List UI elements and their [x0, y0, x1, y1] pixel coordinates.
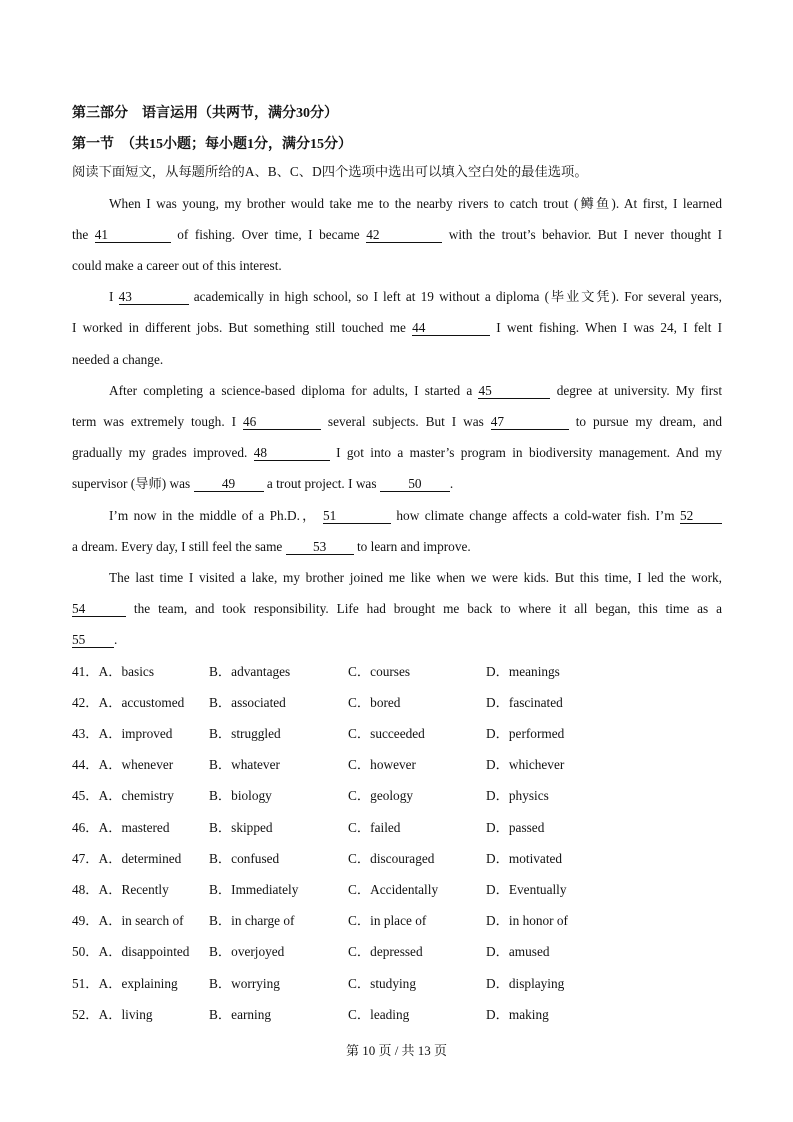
passage-line: I 43 academically in high school, so I left at 19 without a diploma (毕业文凭). For several years, — [109, 289, 723, 304]
blank-55: 55 — [72, 632, 114, 648]
question-52-options: 52．A．living B．earning C．leading D．making — [72, 1007, 549, 1022]
question-44-options: 44．A．whenever B．whatever C．however D．whichever — [72, 757, 565, 772]
subsection-title: 第一节 （共15小题；每小题1分，满分15分） — [72, 137, 352, 152]
blank-42: 42 — [366, 227, 442, 243]
passage-line: I worked in different jobs. But something still touched me 44 I went fishing. When I was 24, I felt I — [72, 320, 722, 335]
question-41-options: 41．A．basics B．advantages C．courses D．meanings — [72, 664, 560, 679]
blank-50: 50 — [380, 476, 450, 492]
passage-line: After completing a science-based diploma for adults, I started a 45 degree at university. My first — [109, 383, 723, 398]
question-45-options: 45．A．chemistry B．biology C．geology D．physics — [72, 788, 549, 803]
question-46-options: 46．A．mastered B．skipped C．failed D．passed — [72, 820, 545, 835]
question-47-options: 47．A．determined B．confused C．discouraged D．motivated — [72, 851, 563, 866]
blank-53: 53 — [286, 539, 354, 555]
passage-line: term was extremely tough. I 46 several subjects. But I was 47 to pursue my dream, and — [72, 414, 723, 429]
page-number-footer: 第 10 页 / 共 13 页 — [345, 1043, 448, 1058]
passage-line: gradually my grades improved. 48 I got into a master’s program in biodiversity management. And my — [72, 445, 723, 460]
passage-line: 54 the team, and took responsibility. Life had brought me back to where it all began, this time as a — [72, 601, 722, 616]
blank-44: 44 — [412, 320, 490, 336]
passage-line: the 41 of fishing. Over time, I became 42 with the trout’s behavior. But I never thought I — [72, 227, 723, 242]
passage-line: could make a career out of this interest. — [72, 258, 282, 273]
blank-46: 46 — [243, 414, 321, 430]
passage-line: a dream. Every day, I still feel the same 53 to learn and improve. — [72, 539, 471, 554]
question-49-options: 49．A．in search of B．in charge of C．in place of D．in honor of — [72, 913, 568, 928]
blank-48: 48 — [254, 445, 330, 461]
passage-line: supervisor (导师) was 49 a trout project. I was 50 . — [72, 476, 454, 491]
passage-line: I’m now in the middle of a Ph.D.， 51 how climate change affects a cold-water fish. I’m 52 — [72, 507, 722, 525]
blank-52: 52 — [680, 508, 722, 524]
blank-47: 47 — [491, 414, 569, 430]
blank-51: 51 — [323, 508, 391, 524]
blank-49: 49 — [194, 476, 264, 492]
blank-41: 41 — [95, 227, 171, 243]
question-51-options: 51．A．explaining B．worrying C．studying D．displaying — [72, 976, 565, 991]
blank-54: 54 — [72, 601, 126, 617]
question-43-options: 43．A．improved B．struggled C．succeeded D．performed — [72, 726, 565, 741]
blank-43: 43 — [119, 289, 189, 305]
section-title: 第三部分 语言运用（共两节，满分30分） — [72, 106, 338, 121]
instruction: 阅读下面短文，从每题所给的A、B、C、D四个选项中选出可以填入空白处的最佳选项。 — [72, 164, 588, 179]
question-50-options: 50．A．disappointed B．overjoyed C．depressed D．amused — [72, 944, 550, 959]
passage-line: 55 . — [72, 632, 118, 647]
passage-line: The last time I visited a lake, my brother joined me like when we were kids. But this time, I led the work, — [109, 570, 722, 585]
blank-45: 45 — [478, 383, 550, 399]
question-42-options: 42．A．accustomed B．associated C．bored D．fascinated — [72, 695, 563, 710]
passage-line: needed a change. — [72, 352, 164, 367]
question-48-options: 48．A．Recently B．Immediately C．Accidentally D．Eventually — [72, 882, 567, 897]
passage-line: When I was young, my brother would take me to the nearby rivers to catch trout (鳟鱼). At first, I learned — [109, 196, 722, 211]
